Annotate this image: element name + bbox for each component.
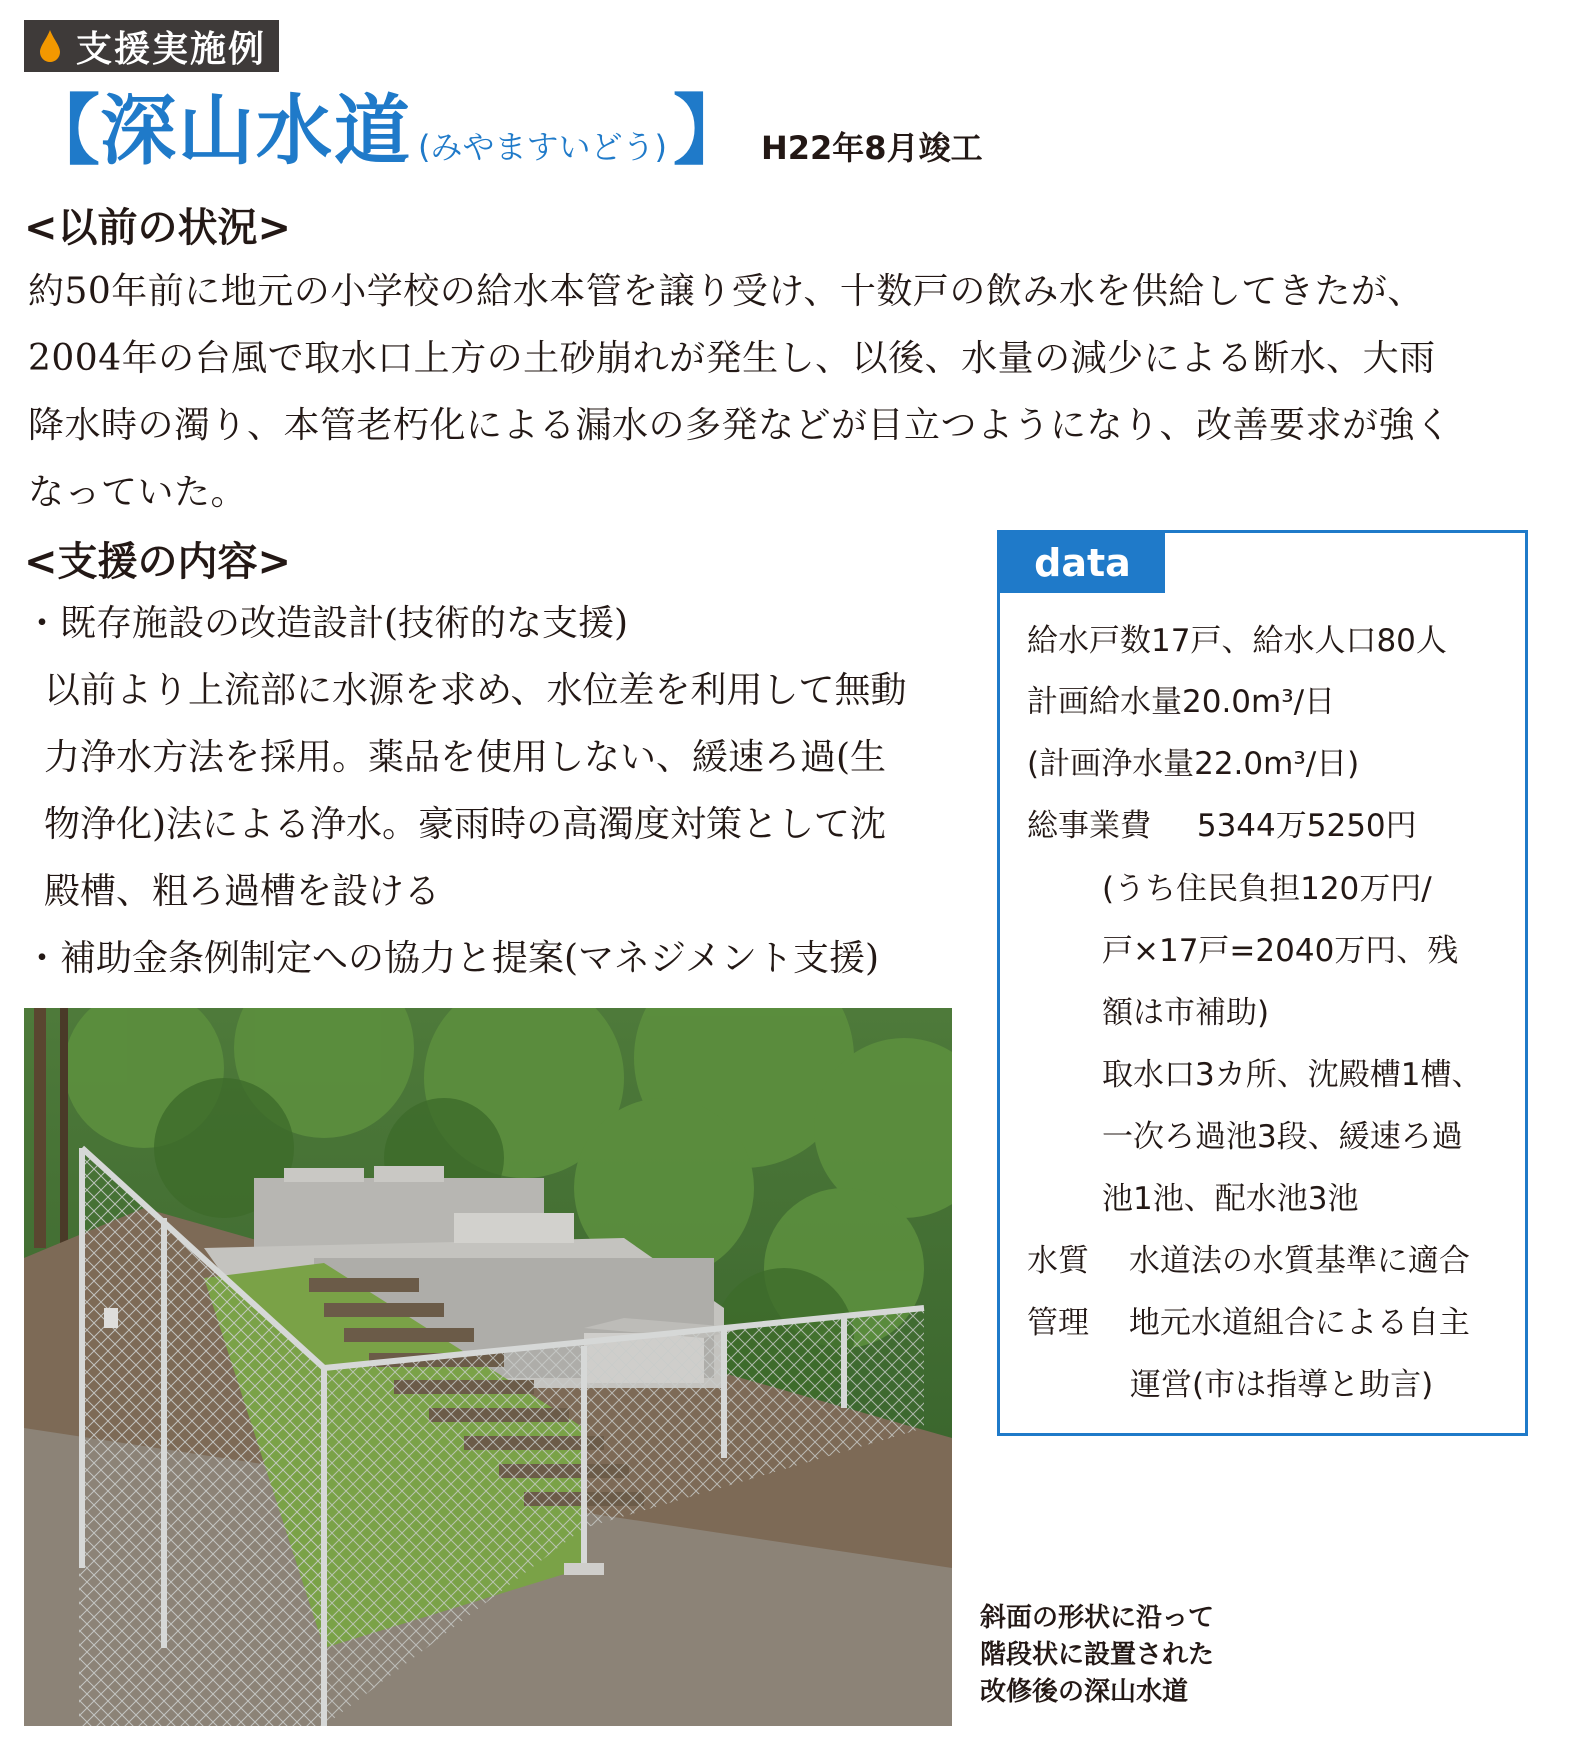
cost-label: 総事業費 <box>1027 808 1151 844</box>
photo-caption <box>980 1600 1280 1711</box>
before-heading: <以前の状況> <box>24 205 292 251</box>
support-text-line: 力浄水方法を採用。薬品を使用しない、緩速ろ過(生 <box>44 737 887 778</box>
management-label: 管理 <box>1027 1305 1089 1341</box>
management-value-cont: 運営(市は指導と助言) <box>1130 1367 1434 1403</box>
data-management <box>1027 1297 1470 1342</box>
facility-photo <box>24 1008 952 1726</box>
title-main: 深山水道 <box>100 86 412 175</box>
cost-note: 戸×17戸=2040万円、残 <box>1102 933 1459 969</box>
caption-line: 改修後の深山水道 <box>980 1677 1189 1707</box>
support-list <box>24 590 974 992</box>
before-line: 2004年の台風で取水口上方の土砂崩れが発生し、以後、水量の減少による断水、大雨 <box>28 338 1436 379</box>
completion-date: H22年8月竣工 <box>760 129 983 167</box>
before-line: なっていた。 <box>28 472 248 513</box>
support-text-line: 物浄化)法による浄水。豪雨時の高濁度対策として沈 <box>44 804 887 845</box>
support-text-line: 以前より上流部に水源を求め、水位差を利用して無動 <box>44 670 907 711</box>
caption-line: 階段状に設置された <box>980 1640 1215 1670</box>
support-text-line: 殿槽、粗ろ過槽を設ける <box>44 871 441 912</box>
data-box <box>997 530 1528 1436</box>
data-households: 給水戸数17戸、給水人口80人 <box>1027 623 1447 659</box>
facility-line: 取水口3カ所、沈殿槽1槽、 <box>1102 1057 1483 1093</box>
facility-line: 池1池、配水池3池 <box>1102 1181 1359 1217</box>
title-ruby: (みやますいどう) <box>418 128 667 166</box>
data-quality <box>1027 1235 1470 1280</box>
before-line: 約50年前に地元の小学校の給水本管を譲り受け、十数戸の飲み水を供給してきたが、 <box>28 271 1424 312</box>
water-drop-icon <box>30 20 70 72</box>
page-title <box>24 86 983 176</box>
cost-note: 額は市補助) <box>1102 995 1270 1031</box>
data-cost <box>1027 800 1417 845</box>
title-bracket-open: 【 <box>24 86 100 175</box>
quality-label: 水質 <box>1027 1243 1089 1279</box>
data-planned-supply: 計画給水量20.0m³/日 <box>1027 684 1336 720</box>
cost-value: 5344万5250円 <box>1196 808 1417 844</box>
management-value: 地元水道組合による自主 <box>1128 1305 1470 1341</box>
quality-value: 水道法の水質基準に適合 <box>1128 1243 1470 1279</box>
support-bullet: ・既存施設の改造設計(技術的な支援) <box>24 603 629 644</box>
data-label: data <box>1000 533 1165 593</box>
data-planned-purify: (計画浄水量22.0m³/日) <box>1027 746 1360 782</box>
before-paragraph <box>28 258 1518 526</box>
caption-line: 斜面の形状に沿って <box>980 1603 1215 1633</box>
title-bracket-close: 】 <box>672 86 749 175</box>
facility-line: 一次ろ過池3段、緩速ろ過 <box>1102 1119 1463 1155</box>
cost-note: (うち住民負担120万円/ <box>1102 871 1432 907</box>
support-bullet: ・補助金条例制定への協力と提案(マネジメント支援) <box>24 938 880 979</box>
section-tag <box>24 20 279 72</box>
before-line: 降水時の濁り、本管老朽化による漏水の多発などが目立つようになり、改善要求が強く <box>28 405 1452 446</box>
support-heading: <支援の内容> <box>24 539 292 585</box>
tag-label: 支援実施例 <box>76 28 267 70</box>
